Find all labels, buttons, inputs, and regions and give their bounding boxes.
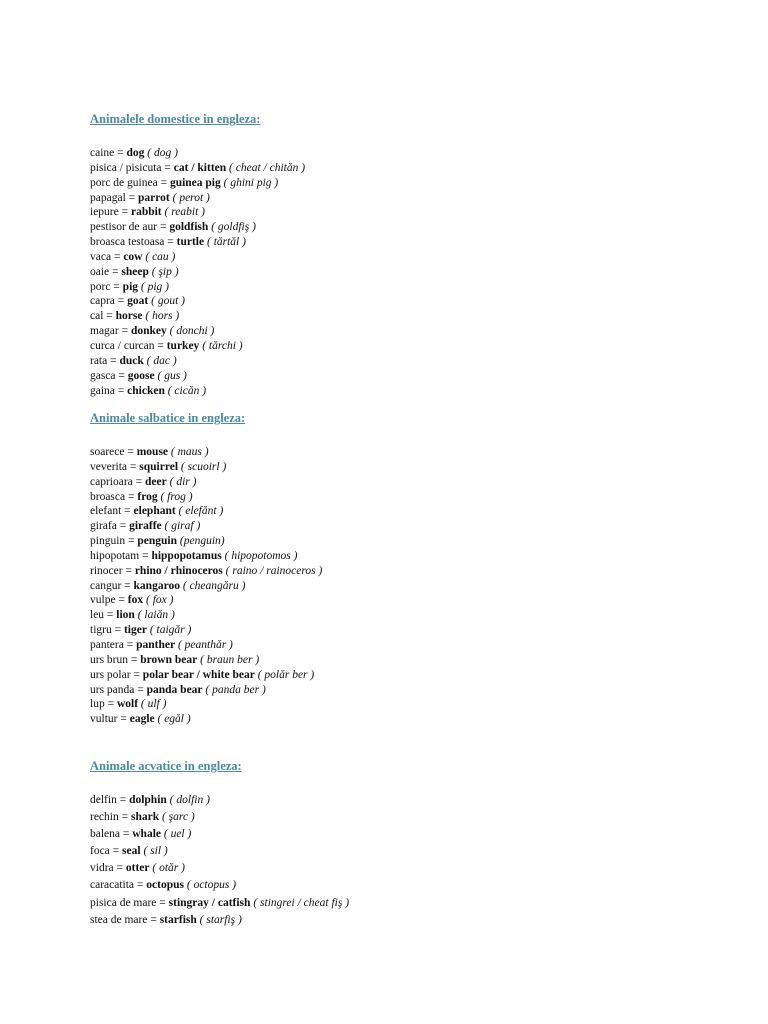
vocab-entry (90, 354, 730, 369)
romanian-term: urs polar = (90, 668, 143, 681)
english-term: rabbit (130, 206, 162, 219)
english-term: guinea pig (169, 176, 221, 189)
pronunciation: ( donchi ) (166, 325, 215, 338)
vocab-entry (90, 146, 730, 161)
english-term: polar bear / white bear (142, 668, 255, 681)
pronunciation: ( laiăn ) (134, 609, 175, 622)
vocab-entry (90, 205, 730, 220)
english-term: fox (127, 594, 144, 607)
romanian-term: rechin = (90, 811, 131, 824)
english-term: seal (122, 845, 141, 858)
entry-list (90, 146, 730, 398)
romanian-term: stea de mare = (90, 913, 160, 926)
english-term: dog (126, 147, 145, 159)
romanian-term: broasca testoasa = (90, 236, 177, 249)
pronunciation: ( gout ) (148, 295, 185, 308)
vocab-entry (90, 220, 730, 235)
vocab-entry (90, 579, 730, 594)
romanian-term: curca / curcan = (90, 339, 167, 352)
vocab-entry (90, 475, 730, 490)
section-heading: Animale acvatice in engleza: (90, 759, 242, 773)
pronunciation: ( reabit ) (161, 206, 205, 219)
entry-list (90, 792, 730, 929)
pronunciation: ( frog ) (157, 490, 193, 503)
romanian-term: magar = (90, 325, 131, 338)
vocab-entry (90, 683, 730, 698)
romanian-term: vulpe = (90, 594, 128, 607)
pronunciation: ( giraf ) (161, 520, 201, 533)
vocab-entry (90, 895, 730, 912)
pronunciation: ( ghini pig ) (220, 176, 279, 189)
english-term: dolphin (129, 794, 167, 806)
vocab-entry (90, 593, 730, 608)
romanian-term: hipopotam = (90, 549, 152, 562)
english-term: panda bear (146, 683, 203, 696)
pronunciation: ( egăl ) (154, 713, 191, 726)
vocab-entry (90, 712, 730, 727)
romanian-term: porc de guinea = (90, 176, 170, 189)
english-term: wolf (116, 698, 139, 711)
vocab-entry (90, 826, 730, 843)
pronunciation: ( uel ) (161, 828, 192, 841)
vocab-entry (90, 623, 730, 638)
pronunciation: ( stingrei / cheat fiş ) (250, 896, 350, 909)
english-term: octopus (146, 879, 184, 892)
romanian-term: pestisor de aur = (90, 221, 170, 234)
romanian-term: delfin = (90, 794, 130, 806)
romanian-term: soarece = (90, 446, 137, 458)
pronunciation: ( scuoirl ) (178, 460, 227, 473)
pronunciation: ( cau ) (142, 250, 176, 263)
english-term: whale (132, 828, 161, 841)
english-term: otter (125, 862, 150, 875)
pronunciation: ( starfiş ) (196, 913, 242, 926)
vocab-entry (90, 792, 730, 809)
vocab-entry (90, 176, 730, 191)
pronunciation: ( cheat / chităn ) (226, 161, 306, 174)
vocab-entry (90, 294, 730, 309)
romanian-term: gasca = (90, 369, 128, 382)
pronunciation: ( fox ) (143, 594, 174, 607)
pronunciation: ( taigăr ) (146, 624, 192, 637)
vocab-entry (90, 460, 730, 475)
vocab-entry (90, 324, 730, 339)
romanian-term: vaca = (90, 250, 124, 263)
english-term: panther (136, 638, 176, 651)
section-heading: Animale salbatice in engleza: (90, 411, 246, 425)
pronunciation: ( şip ) (148, 265, 179, 278)
romanian-term: broasca = (90, 490, 138, 503)
english-term: duck (119, 354, 144, 367)
section-domestic-animals (90, 111, 730, 398)
vocab-entry (90, 161, 730, 176)
english-term: giraffe (129, 520, 162, 533)
romanian-term: girafa = (90, 520, 130, 533)
english-term: starfish (159, 913, 197, 926)
vocab-entry (90, 608, 730, 623)
romanian-term: rinocer = (90, 564, 135, 577)
romanian-term: caprioara = (90, 475, 146, 488)
vocab-entry (90, 309, 730, 324)
vocab-entry (90, 280, 730, 295)
english-term: sheep (121, 265, 149, 278)
romanian-term: cangur = (90, 579, 134, 592)
vocab-entry (90, 860, 730, 877)
pronunciation: ( tărtăl ) (204, 236, 246, 249)
english-term: cat / kitten (173, 161, 227, 174)
pronunciation: ( tărchi ) (199, 339, 243, 352)
english-term: goat (127, 295, 149, 308)
section-wild-animals (90, 410, 730, 727)
romanian-term: urs brun = (90, 653, 141, 666)
romanian-term: lup = (90, 698, 117, 711)
vocab-entry (90, 534, 730, 549)
pronunciation: ( otăr ) (149, 862, 185, 875)
pronunciation: ( peanthăr ) (175, 638, 233, 651)
romanian-term: veverita = (90, 460, 140, 473)
romanian-term: urs panda = (90, 683, 147, 696)
vocab-entry (90, 809, 730, 826)
pronunciation: ( dir ) (166, 475, 197, 488)
romanian-term: gaina = (90, 384, 128, 397)
romanian-term: leu = (90, 609, 117, 622)
english-term: squirrel (139, 460, 179, 473)
pronunciation: ( braun ber ) (197, 653, 260, 666)
english-term: eagle (129, 713, 155, 726)
section-water-animals (90, 758, 730, 929)
english-term: brown bear (140, 653, 198, 666)
pronunciation: ( perot ) (169, 191, 210, 204)
romanian-term: capra = (90, 295, 128, 308)
vocab-entry (90, 191, 730, 206)
vocab-entry (90, 697, 730, 712)
vocab-entry (90, 912, 730, 929)
romanian-term: foca = (90, 845, 123, 858)
english-term: turkey (166, 339, 200, 352)
romanian-term: caracatita = (90, 879, 147, 892)
english-term: lion (116, 609, 135, 622)
english-term: mouse (136, 446, 169, 458)
romanian-term: elefant = (90, 505, 134, 518)
english-term: hippopotamus (151, 549, 222, 562)
romanian-term: oaie = (90, 265, 122, 278)
vocab-entry (90, 549, 730, 564)
english-term: goldfish (169, 221, 209, 234)
english-term: horse (115, 310, 143, 323)
pronunciation: ( hipopotomos ) (221, 549, 298, 562)
pronunciation: ( raino / rainoceros ) (222, 564, 323, 577)
romanian-term: pinguin = (90, 535, 138, 548)
pronunciation: (penguin) (177, 535, 225, 548)
english-term: rhino / rhinoceros (134, 564, 223, 577)
english-term: shark (130, 811, 160, 824)
vocab-entry (90, 490, 730, 505)
section-heading: Animalele domestice in engleza: (90, 112, 261, 126)
romanian-term: porc = (90, 280, 123, 293)
vocab-entry (90, 638, 730, 653)
english-term: parrot (138, 191, 170, 204)
pronunciation: ( elefănt ) (175, 505, 224, 518)
english-term: stingray / catfish (168, 896, 251, 909)
romanian-term: papagal = (90, 191, 138, 204)
pronunciation: ( cicăn ) (164, 384, 207, 397)
pronunciation: ( panda ber ) (202, 683, 266, 696)
romanian-term: pisica de mare = (90, 896, 169, 909)
vocab-entry (90, 653, 730, 668)
vocab-entry (90, 519, 730, 534)
entry-list (90, 445, 730, 727)
english-term: elephant (133, 505, 176, 518)
english-term: donkey (130, 325, 167, 338)
vocab-entry (90, 504, 730, 519)
romanian-term: pisica / pisicuta = (90, 161, 174, 174)
romanian-term: caine = (90, 147, 127, 159)
pronunciation: ( dac ) (143, 354, 177, 367)
vocab-entry (90, 668, 730, 683)
pronunciation: ( pig ) (138, 280, 169, 293)
romanian-term: vultur = (90, 713, 130, 726)
romanian-term: cal = (90, 310, 116, 323)
romanian-term: pantera = (90, 638, 137, 651)
english-term: tiger (123, 624, 147, 637)
vocab-entry (90, 384, 730, 399)
pronunciation: ( ulf ) (138, 698, 167, 711)
vocab-entry (90, 445, 730, 460)
romanian-term: rata = (90, 354, 120, 367)
english-term: chicken (127, 384, 165, 397)
english-term: frog (137, 490, 158, 503)
romanian-term: vidra = (90, 862, 126, 875)
english-term: turtle (176, 236, 205, 249)
pronunciation: ( şarc ) (159, 811, 195, 824)
vocab-entry (90, 235, 730, 250)
english-term: cow (123, 250, 143, 263)
english-term: pig (122, 280, 139, 293)
vocab-entry (90, 564, 730, 579)
romanian-term: iepure = (90, 206, 131, 219)
vocab-entry (90, 877, 730, 894)
vocab-entry (90, 265, 730, 280)
pronunciation: ( sil ) (140, 845, 168, 858)
vocab-entry (90, 339, 730, 354)
english-term: kangaroo (133, 579, 180, 592)
pronunciation: ( goldfiş ) (208, 221, 256, 234)
pronunciation: ( dolfin ) (166, 794, 210, 806)
pronunciation: ( dog ) (144, 147, 178, 159)
english-term: penguin (137, 535, 178, 548)
pronunciation: ( polăr ber ) (254, 668, 315, 681)
vocab-entry (90, 843, 730, 860)
pronunciation: ( maus ) (168, 446, 209, 458)
pronunciation: ( cheangăru ) (179, 579, 246, 592)
english-term: goose (127, 369, 155, 382)
pronunciation: ( hors ) (142, 310, 180, 323)
pronunciation: ( gus ) (154, 369, 187, 382)
romanian-term: tigru = (90, 624, 124, 637)
vocab-entry (90, 250, 730, 265)
vocab-entry (90, 369, 730, 384)
english-term: deer (145, 475, 167, 488)
romanian-term: balena = (90, 828, 133, 841)
pronunciation: ( octopus ) (183, 879, 237, 892)
